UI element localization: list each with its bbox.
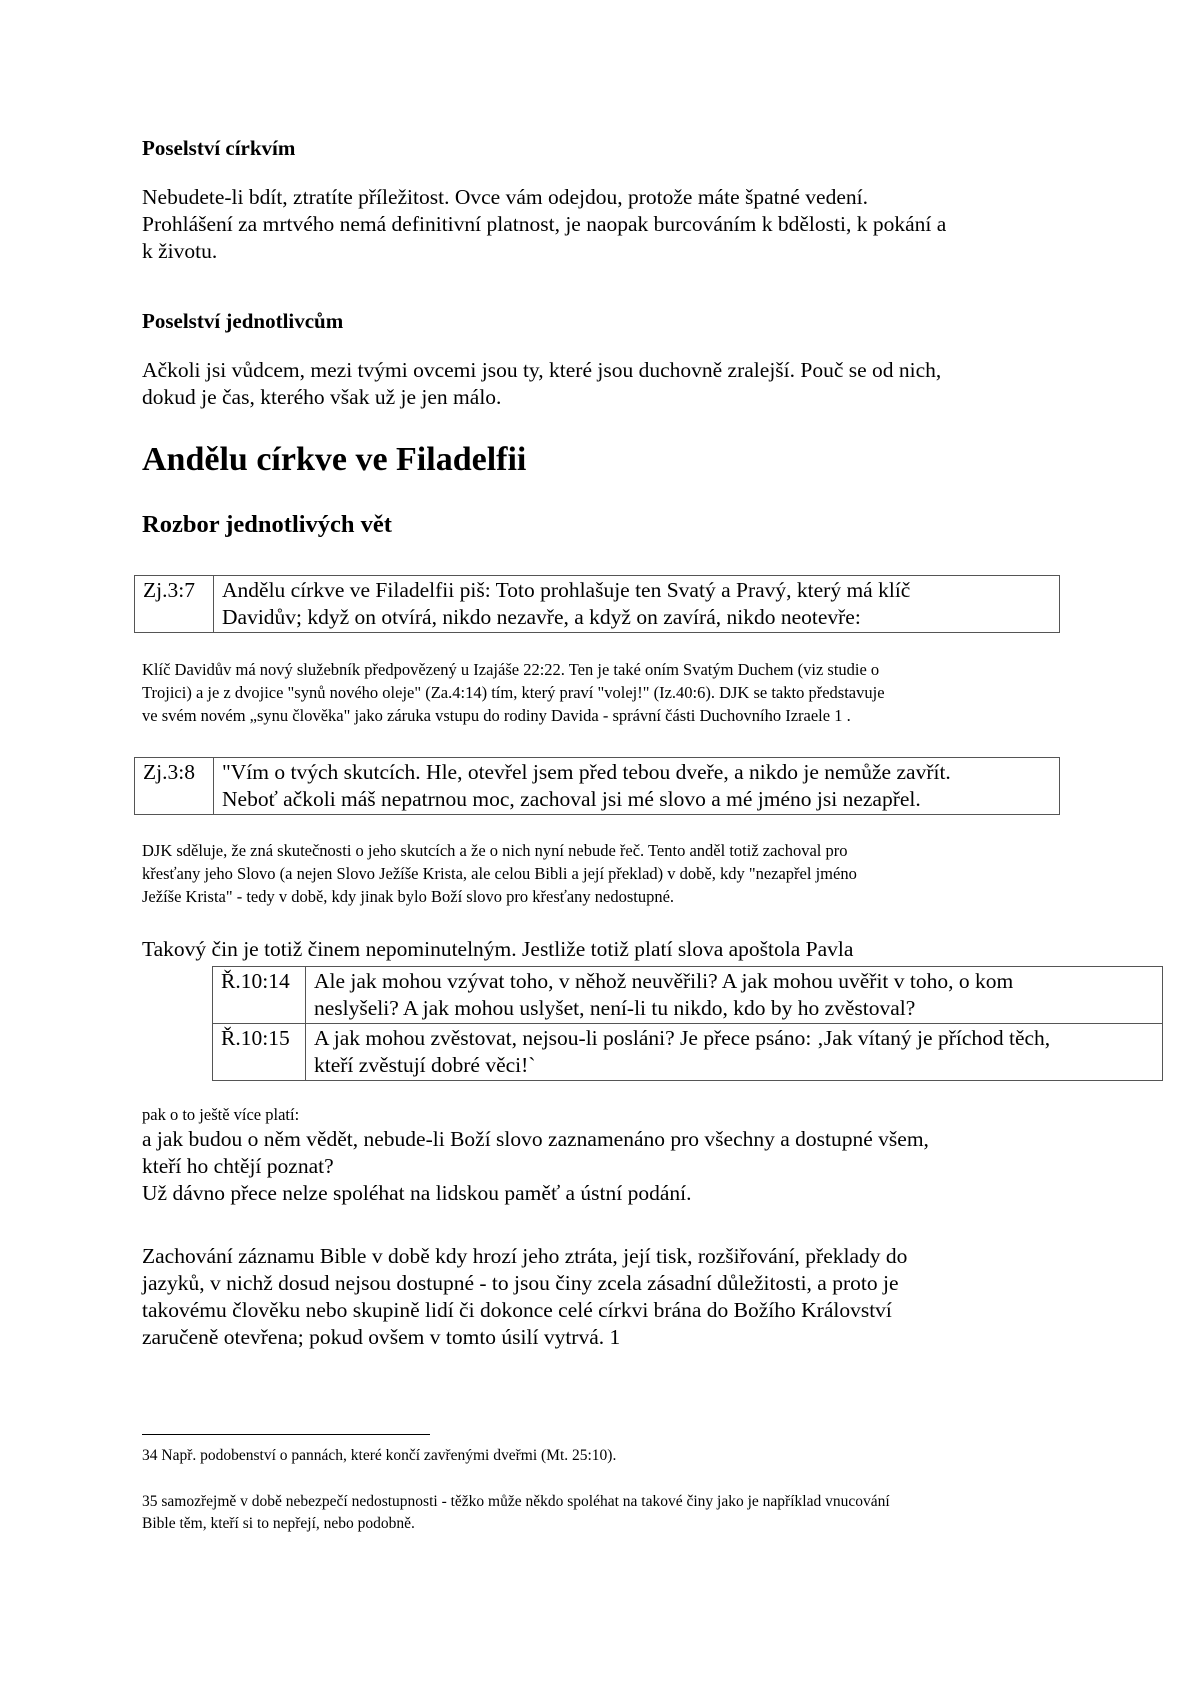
text-line: Neboť ačkoli máš nepatrnou moc, zachoval jsi mé slovo a mé jméno jsi nezapřel. bbox=[222, 787, 921, 811]
text-line: kteří zvěstují dobré věci!` bbox=[314, 1053, 536, 1077]
text-line: zaručeně otevřena; pokud ovšem v tomto úsilí vytrvá. 1 bbox=[142, 1325, 621, 1349]
pavel-intro: Takový čin je totiž činem nepominutelným. Jestliže totiž platí slova apoštola Pavla bbox=[142, 937, 854, 961]
text-line: Ačkoli jsi vůdcem, mezi tvými ovcemi jsou ty, které jsou duchovně zralejší. Pouč se od nich, bbox=[142, 358, 942, 382]
text-line: ve svém novém „synu člověka" jako záruka vstupu do rodiny Davida - správní části Duchovního Izraele 1 . bbox=[142, 706, 851, 725]
footnote-separator bbox=[142, 1434, 430, 1435]
verse-table-zj-3-8 bbox=[134, 757, 1060, 815]
footnote-line: 34 Např. podobenství o pannách, které končí zavřenými dveřmi (Mt. 25:10). bbox=[142, 1447, 617, 1464]
text-line: Andělu církve ve Filadelfii piš: Toto prohlašuje ten Svatý a Pravý, který má klíč bbox=[222, 578, 911, 602]
text-line: DJK sděluje, že zná skutečnosti o jeho skutcích a že o nich nyní nebude řeč. Tento anděl totiž zachoval pro bbox=[142, 841, 848, 860]
heading-message-to-individuals: Poselství jednotlivcům bbox=[142, 309, 344, 333]
footnote-line: 35 samozřejmě v době nebezpečí nedostupnosti - těžko může někdo spoléhat na takové činy jako je například vnucování bbox=[142, 1493, 890, 1510]
verse-text bbox=[214, 576, 1060, 633]
verse-reference: Ř.10:15 bbox=[213, 1024, 306, 1081]
verse-text bbox=[306, 967, 1163, 1024]
text-line: Trojici) a je z dvojice "synů nového oleje" (Za.4:14) tím, který praví "volej!" (Iz.40:6). DJK se takto představuje bbox=[142, 683, 885, 702]
text-line: Nebudete-li bdít, ztratíte příležitost. Ovce vám odejdou, protože máte špatné vedení. bbox=[142, 185, 868, 209]
text-line: k životu. bbox=[142, 239, 218, 263]
conclusion-intro: pak o to ještě více platí: bbox=[142, 1105, 300, 1124]
footnote-34 bbox=[142, 1445, 616, 1467]
text-line: a jak budou o něm vědět, nebude-li Boží slovo zaznamenáno pro všechny a dostupné všem, bbox=[142, 1127, 929, 1151]
text-line: A jak mohou zvěstovat, nejsou-li posláni? Je přece psáno: ‚Jak vítaný je příchod těch, bbox=[314, 1026, 1051, 1050]
verse-row bbox=[213, 1024, 1163, 1081]
text-line: Už dávno přece nelze spoléhat na lidskou paměť a ústní podání. bbox=[142, 1181, 692, 1205]
verse-reference: Ř.10:14 bbox=[213, 967, 306, 1024]
footnote-35 bbox=[142, 1491, 890, 1535]
section-subtitle: Rozbor jednotlivých vět bbox=[142, 511, 392, 538]
text-line: takovému člověku nebo skupině lidí či dokonce celé církvi brána do Božího Království bbox=[142, 1298, 892, 1322]
text-line: neslyšeli? A jak mohou uslyšet, není-li tu nikdo, kdo by ho zvěstoval? bbox=[314, 996, 916, 1020]
verse-row bbox=[135, 758, 1060, 815]
text-line: jazyků, v nichž dosud nejsou dostupné - to jsou činy zcela zásadní důležitosti, a proto je bbox=[142, 1271, 899, 1295]
text-line: křesťany jeho Slovo (a nejen Slovo Ježíše Krista, ale celou Bibli a její překlad) v době, kdy "nezapřel jméno bbox=[142, 864, 857, 883]
text-line: dokud je čas, kterého však už je jen málo. bbox=[142, 385, 502, 409]
verse-reference: Zj.3:7 bbox=[135, 576, 214, 633]
verse-text bbox=[306, 1024, 1163, 1081]
final-paragraph bbox=[142, 1243, 907, 1351]
commentary-paragraph-2 bbox=[142, 839, 857, 908]
text-line: Davidův; když on otvírá, nikdo nezavře, a když on zavírá, nikdo neotevře: bbox=[222, 605, 861, 629]
verse-text bbox=[214, 758, 1060, 815]
conclusion-paragraph bbox=[142, 1126, 929, 1207]
commentary-paragraph-1 bbox=[142, 658, 885, 727]
heading-message-to-churches: Poselství církvím bbox=[142, 136, 296, 160]
verse-table-zj-3-7 bbox=[134, 575, 1060, 633]
paragraph-message-to-churches bbox=[142, 184, 946, 265]
text-line: Ale jak mohou vzývat toho, v něhož neuvěřili? A jak mohou uvěřit v toho, o kom bbox=[314, 969, 1014, 993]
text-line: Prohlášení za mrtvého nemá definitivní platnost, je naopak burcováním k bdělosti, k pokání a bbox=[142, 212, 947, 236]
paragraph-message-to-individuals bbox=[142, 357, 941, 411]
verse-table-romans bbox=[212, 966, 1163, 1081]
text-line: kteří ho chtějí poznat? bbox=[142, 1154, 334, 1178]
footnote-line: Bible těm, kteří si to nepřejí, nebo podobně. bbox=[142, 1515, 415, 1532]
text-line: Klíč Davidův má nový služebník předpovězený u Izajáše 22:22. Ten je také oním Svatým Duchem (viz studie o bbox=[142, 660, 880, 679]
verse-row bbox=[135, 576, 1060, 633]
verse-row bbox=[213, 967, 1163, 1024]
chapter-title: Andělu církve ve Filadelfii bbox=[142, 441, 527, 478]
text-line: Ježíše Krista" - tedy v době, kdy jinak bylo Boží slovo pro křesťany nedostupné. bbox=[142, 887, 675, 906]
verse-reference: Zj.3:8 bbox=[135, 758, 214, 815]
text-line: "Vím o tvých skutcích. Hle, otevřel jsem před tebou dveře, a nikdo je nemůže zavřít. bbox=[222, 760, 951, 784]
text-line: Zachování záznamu Bible v době kdy hrozí jeho ztráta, její tisk, rozšiřování, překlady do bbox=[142, 1244, 908, 1268]
